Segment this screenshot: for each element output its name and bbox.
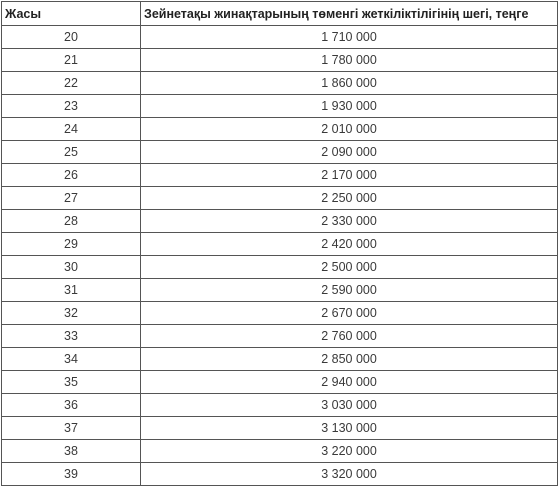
- cell-age: 28: [2, 210, 141, 233]
- cell-age: 25: [2, 141, 141, 164]
- cell-age: 34: [2, 348, 141, 371]
- cell-threshold: 2 670 000: [141, 302, 558, 325]
- cell-age: 36: [2, 394, 141, 417]
- table-row: [2, 440, 558, 463]
- cell-threshold: 2 420 000: [141, 233, 558, 256]
- cell-threshold: 2 590 000: [141, 279, 558, 302]
- cell-age: 21: [2, 49, 141, 72]
- header-age: Жасы: [2, 2, 141, 26]
- table-row: [2, 256, 558, 279]
- cell-age: 37: [2, 417, 141, 440]
- table-row: [2, 26, 558, 49]
- table-row: [2, 394, 558, 417]
- table-row: [2, 118, 558, 141]
- table-row: [2, 187, 558, 210]
- table-row: [2, 210, 558, 233]
- cell-threshold: 2 330 000: [141, 210, 558, 233]
- cell-age: 29: [2, 233, 141, 256]
- cell-threshold: 1 860 000: [141, 72, 558, 95]
- cell-threshold: 3 220 000: [141, 440, 558, 463]
- table-row: [2, 325, 558, 348]
- table-row: [2, 371, 558, 394]
- cell-age: 23: [2, 95, 141, 118]
- cell-threshold: 1 710 000: [141, 26, 558, 49]
- cell-age: 30: [2, 256, 141, 279]
- cell-threshold: 3 030 000: [141, 394, 558, 417]
- table-row: [2, 95, 558, 118]
- cell-threshold: 2 940 000: [141, 371, 558, 394]
- table-header-row: [2, 2, 558, 26]
- cell-age: 38: [2, 440, 141, 463]
- cell-age: 24: [2, 118, 141, 141]
- table-row: [2, 302, 558, 325]
- table-row: [2, 463, 558, 486]
- cell-age: 27: [2, 187, 141, 210]
- header-threshold: Зейнетақы жинақтарының төменгі жеткіліктілігінің шегі, теңге: [141, 2, 558, 26]
- table-body: [2, 26, 558, 486]
- cell-threshold: 2 760 000: [141, 325, 558, 348]
- cell-threshold: 3 130 000: [141, 417, 558, 440]
- table-row: [2, 417, 558, 440]
- cell-threshold: 2 010 000: [141, 118, 558, 141]
- cell-threshold: 2 170 000: [141, 164, 558, 187]
- cell-threshold: 2 250 000: [141, 187, 558, 210]
- pension-threshold-table: [1, 1, 558, 486]
- cell-age: 26: [2, 164, 141, 187]
- table-row: [2, 141, 558, 164]
- cell-threshold: 3 320 000: [141, 463, 558, 486]
- table-row: [2, 164, 558, 187]
- cell-age: 39: [2, 463, 141, 486]
- cell-age: 32: [2, 302, 141, 325]
- table-row: [2, 233, 558, 256]
- table-row: [2, 49, 558, 72]
- table-row: [2, 348, 558, 371]
- table-row: [2, 72, 558, 95]
- cell-age: 31: [2, 279, 141, 302]
- table-row: [2, 279, 558, 302]
- cell-threshold: 2 500 000: [141, 256, 558, 279]
- cell-threshold: 2 090 000: [141, 141, 558, 164]
- cell-age: 22: [2, 72, 141, 95]
- cell-age: 33: [2, 325, 141, 348]
- cell-threshold: 1 780 000: [141, 49, 558, 72]
- cell-age: 20: [2, 26, 141, 49]
- cell-threshold: 2 850 000: [141, 348, 558, 371]
- cell-age: 35: [2, 371, 141, 394]
- cell-threshold: 1 930 000: [141, 95, 558, 118]
